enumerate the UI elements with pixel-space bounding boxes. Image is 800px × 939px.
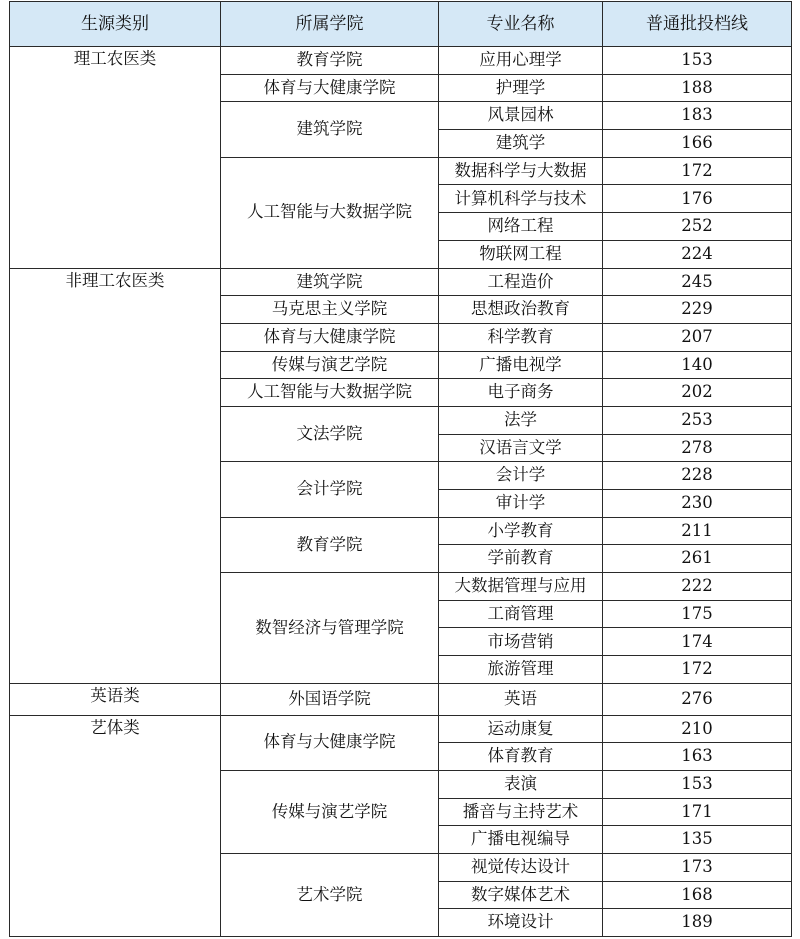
score-cell: 261 xyxy=(603,545,792,573)
major-cell: 学前教育 xyxy=(439,545,603,573)
major-cell: 环境设计 xyxy=(439,909,603,937)
table-row xyxy=(10,683,792,715)
score-cell: 175 xyxy=(603,600,792,628)
header-college: 所属学院 xyxy=(221,2,439,47)
score-cell: 172 xyxy=(603,157,792,185)
score-cell: 176 xyxy=(603,185,792,213)
score-cell: 211 xyxy=(603,517,792,545)
major-cell: 广播电视学 xyxy=(439,351,603,379)
score-cell: 224 xyxy=(603,240,792,268)
college-cell: 体育与大健康学院 xyxy=(221,715,439,770)
major-cell: 表演 xyxy=(439,770,603,798)
category-cell: 英语类 xyxy=(10,683,221,715)
college-cell: 体育与大健康学院 xyxy=(221,74,439,102)
score-cell: 171 xyxy=(603,798,792,826)
score-cell: 183 xyxy=(603,102,792,130)
major-cell: 旅游管理 xyxy=(439,656,603,684)
score-cell: 253 xyxy=(603,406,792,434)
score-cell: 174 xyxy=(603,628,792,656)
table-row xyxy=(10,47,792,75)
score-cell: 202 xyxy=(603,379,792,407)
category-cell: 非理工农医类 xyxy=(10,268,221,683)
college-cell: 体育与大健康学院 xyxy=(221,323,439,351)
major-cell: 物联网工程 xyxy=(439,240,603,268)
college-cell: 教育学院 xyxy=(221,517,439,572)
score-cell: 230 xyxy=(603,490,792,518)
major-cell: 大数据管理与应用 xyxy=(439,573,603,601)
major-cell: 思想政治教育 xyxy=(439,296,603,324)
college-cell: 人工智能与大数据学院 xyxy=(221,379,439,407)
college-cell: 教育学院 xyxy=(221,47,439,75)
score-cell: 166 xyxy=(603,130,792,158)
major-cell: 数据科学与大数据 xyxy=(439,157,603,185)
major-cell: 电子商务 xyxy=(439,379,603,407)
admission-score-table xyxy=(9,1,792,937)
score-cell: 189 xyxy=(603,909,792,937)
major-cell: 工程造价 xyxy=(439,268,603,296)
score-cell: 163 xyxy=(603,743,792,771)
major-cell: 会计学 xyxy=(439,462,603,490)
major-cell: 播音与主持艺术 xyxy=(439,798,603,826)
table-row xyxy=(10,268,792,296)
major-cell: 风景园林 xyxy=(439,102,603,130)
score-cell: 188 xyxy=(603,74,792,102)
major-cell: 护理学 xyxy=(439,74,603,102)
major-cell: 广播电视编导 xyxy=(439,826,603,854)
college-cell: 马克思主义学院 xyxy=(221,296,439,324)
college-cell: 会计学院 xyxy=(221,462,439,517)
major-cell: 汉语言文学 xyxy=(439,434,603,462)
score-cell: 276 xyxy=(603,683,792,715)
score-cell: 228 xyxy=(603,462,792,490)
header-category: 生源类别 xyxy=(10,2,221,47)
major-cell: 运动康复 xyxy=(439,715,603,743)
major-cell: 小学教育 xyxy=(439,517,603,545)
major-cell: 市场营销 xyxy=(439,628,603,656)
category-cell: 艺体类 xyxy=(10,715,221,937)
score-cell: 207 xyxy=(603,323,792,351)
score-cell: 173 xyxy=(603,853,792,881)
header-score: 普通批投档线 xyxy=(603,2,792,47)
major-cell: 应用心理学 xyxy=(439,47,603,75)
major-cell: 体育教育 xyxy=(439,743,603,771)
score-cell: 229 xyxy=(603,296,792,324)
score-cell: 222 xyxy=(603,573,792,601)
college-cell: 数智经济与管理学院 xyxy=(221,573,439,684)
table-body xyxy=(10,47,792,937)
major-cell: 数字媒体艺术 xyxy=(439,881,603,909)
college-cell: 文法学院 xyxy=(221,406,439,461)
college-cell: 建筑学院 xyxy=(221,268,439,296)
score-cell: 140 xyxy=(603,351,792,379)
score-cell: 168 xyxy=(603,881,792,909)
college-cell: 艺术学院 xyxy=(221,853,439,936)
score-cell: 210 xyxy=(603,715,792,743)
college-cell: 传媒与演艺学院 xyxy=(221,351,439,379)
score-cell: 135 xyxy=(603,826,792,854)
college-cell: 人工智能与大数据学院 xyxy=(221,157,439,268)
header-major: 专业名称 xyxy=(439,2,603,47)
category-cell: 理工农医类 xyxy=(10,47,221,269)
score-cell: 245 xyxy=(603,268,792,296)
major-cell: 计算机科学与技术 xyxy=(439,185,603,213)
header-row xyxy=(10,2,792,47)
score-cell: 172 xyxy=(603,656,792,684)
major-cell: 工商管理 xyxy=(439,600,603,628)
college-cell: 外国语学院 xyxy=(221,683,439,715)
major-cell: 视觉传达设计 xyxy=(439,853,603,881)
score-cell: 153 xyxy=(603,770,792,798)
college-cell: 传媒与演艺学院 xyxy=(221,770,439,853)
score-cell: 153 xyxy=(603,47,792,75)
major-cell: 法学 xyxy=(439,406,603,434)
score-cell: 278 xyxy=(603,434,792,462)
table-header xyxy=(10,2,792,47)
major-cell: 审计学 xyxy=(439,490,603,518)
major-cell: 网络工程 xyxy=(439,213,603,241)
major-cell: 英语 xyxy=(439,683,603,715)
college-cell: 建筑学院 xyxy=(221,102,439,157)
major-cell: 科学教育 xyxy=(439,323,603,351)
table-row xyxy=(10,715,792,743)
major-cell: 建筑学 xyxy=(439,130,603,158)
score-cell: 252 xyxy=(603,213,792,241)
